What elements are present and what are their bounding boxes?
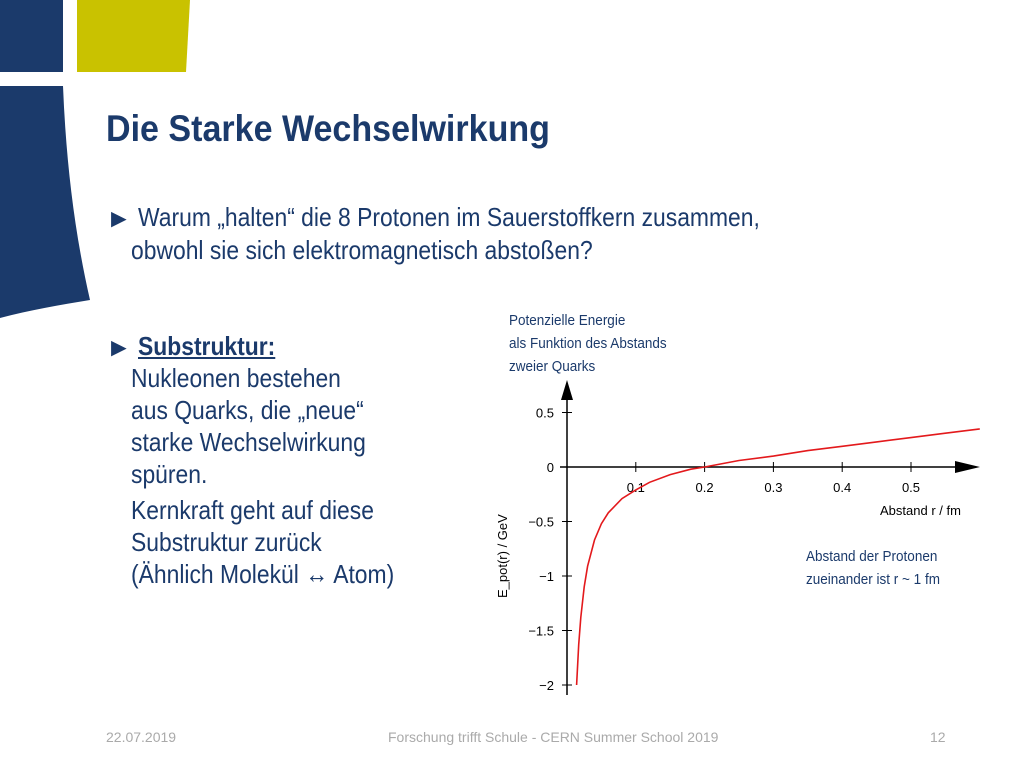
chart-caption-line: als Funktion des Abstands	[509, 335, 667, 352]
bullet1-line2: obwohl sie sich elektromagnetisch abstoßen?	[131, 235, 593, 265]
y-axis-label: E_pot(r) / GeV	[495, 514, 510, 598]
bullet2-line: starke Wechselwirkung	[131, 427, 366, 457]
bullet2-line: aus Quarks, die „neue“	[131, 395, 364, 425]
chart-caption-line: Potenzielle Energie	[509, 312, 626, 329]
y-tick-label: −0.5	[528, 514, 554, 530]
footer-page-number: 12	[930, 729, 946, 745]
bullet1-line1: Warum „halten“ die 8 Protonen im Sauerstoffkern zusammen,	[138, 202, 760, 232]
chart-axes	[560, 380, 980, 695]
y-tick-label: 0.5	[535, 405, 554, 421]
y-tick-label: 0	[546, 460, 554, 475]
bullet2-heading: Substruktur:	[138, 331, 276, 361]
bullet2-line: spüren.	[131, 459, 208, 489]
bullet-marker: ►	[106, 203, 132, 233]
y-tick-label: −2	[539, 678, 554, 693]
chart-note-line: Abstand der Protonen	[806, 548, 938, 565]
footer-date: 22.07.2019	[106, 729, 177, 745]
bullet2-line: Nukleonen bestehen	[131, 363, 341, 393]
x-axis-label: Abstand r / fm	[880, 503, 961, 518]
x-tick-label: 0.1	[626, 480, 645, 495]
y-tick-label: −1.5	[528, 623, 554, 639]
x-tick-label: 0.3	[764, 480, 783, 495]
x-tick-label: 0.5	[901, 480, 921, 495]
chart-caption-line: zweier Quarks	[509, 358, 596, 375]
bullet-marker: ►	[106, 332, 132, 362]
footer-center: Forschung trifft Schule - CERN Summer School 2019	[388, 729, 719, 745]
chart-note-line: zueinander ist r ~ 1 fm	[806, 571, 940, 588]
x-axis-arrow	[955, 461, 980, 473]
y-tick-label: −1	[539, 569, 554, 584]
x-tick-label: 0.4	[833, 480, 852, 495]
bullet2-line: Substruktur zurück	[131, 527, 322, 557]
y-axis-arrow	[561, 380, 573, 400]
bullet2-line: Kernkraft geht auf diese	[131, 495, 374, 525]
slide-title: Die Starke Wechselwirkung	[106, 108, 550, 149]
bullet2-line: (Ähnlich Molekül ↔ Atom)	[131, 559, 395, 589]
x-tick-label: 0.2	[695, 480, 714, 495]
